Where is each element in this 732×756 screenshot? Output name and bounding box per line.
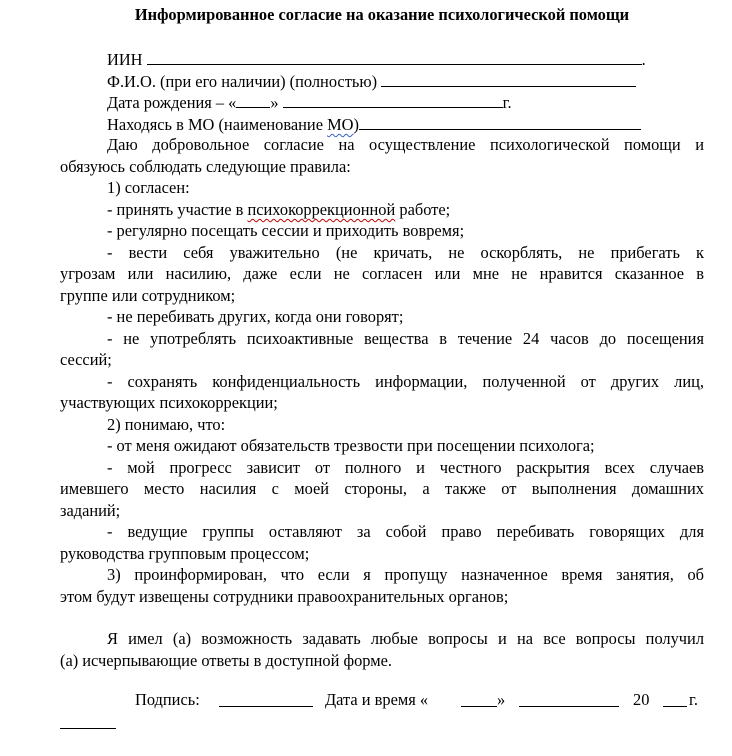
fio-label: Ф.И.О. (при его наличии) (полностью)	[107, 72, 378, 91]
iin-end: .	[641, 50, 646, 69]
section2-item2-line2: имевшего место насилия с моей стороны, а также от выполнения домашних	[60, 479, 704, 498]
closing-line2: (а) исчерпывающие ответы в доступной форме.	[60, 651, 392, 670]
section1-item1-word: психокоррекционной	[247, 200, 396, 219]
date-day-field[interactable]	[461, 689, 497, 707]
section2-item3-line1: - ведущие группы оставляют за собой право перебивать говорящих для	[107, 522, 704, 541]
iin-field[interactable]	[147, 48, 642, 65]
mo-label: Находясь в МО (наименование	[107, 115, 328, 134]
signature-field[interactable]	[219, 689, 313, 707]
date-time-label: Дата и время «	[325, 690, 429, 709]
section1-item3-line3: группе или сотрудником;	[60, 286, 236, 305]
fio-field[interactable]	[381, 70, 636, 87]
section1-item1	[107, 199, 450, 221]
section1-item3-line1: - вести себя уважительно (не кричать, не оскорблять, не прибегать к	[107, 243, 704, 262]
time-field[interactable]	[60, 711, 116, 729]
section1-item6-line2: участвующих психокоррекции;	[60, 393, 278, 412]
closing-line1: Я имел (а) возможность задавать любые вопросы и на все вопросы получил	[107, 629, 704, 648]
date-quote-close: »	[497, 690, 506, 709]
section2-heading: 2) понимаю, что:	[107, 415, 226, 434]
document-title: Информированное согласие на оказание психологической помощи	[134, 5, 630, 24]
section1-item5-line2: сессий;	[60, 350, 112, 369]
year-field[interactable]	[663, 689, 687, 707]
year-suffix: г.	[689, 690, 698, 709]
intro-line-2: обязуюсь соблюдать следующие правила:	[60, 157, 351, 176]
section1-item6-line1: - сохранять конфиденциальность информации, полученной от других лиц,	[107, 372, 704, 391]
dob-mid: »	[270, 93, 279, 112]
section1-item4: - не перебивать других, когда они говорят;	[107, 307, 404, 326]
section1-item2: - регулярно посещать сессии и приходить вовремя;	[107, 221, 465, 240]
dob-label: Дата рождения – «	[107, 93, 237, 112]
dob-row	[107, 91, 512, 114]
signature-row	[135, 689, 704, 711]
section2-item3-line2: руководства групповым процессом;	[60, 544, 310, 563]
mo-close: )	[353, 115, 359, 134]
dob-day-field[interactable]	[236, 91, 270, 108]
section1-item5-line1: - не употреблять психоактивные вещества в течение 24 часов до посещения	[107, 329, 704, 348]
mo-field[interactable]	[359, 113, 641, 130]
iin-row	[107, 48, 646, 71]
section1-item3-line2: угрозам или насилию, даже если не согласен или мне не нравится сказанное в	[60, 264, 704, 283]
dob-date-field[interactable]	[283, 91, 503, 108]
year-prefix: 20	[633, 690, 650, 709]
section1-item1-pre: - принять участие в	[107, 200, 248, 219]
section3-line1: 3) проинформирован, что если я пропущу назначенное время занятия, об	[107, 565, 704, 584]
fio-row	[107, 70, 636, 93]
mo-word: МО	[327, 115, 354, 134]
section1-item1-post: работе;	[395, 200, 451, 219]
section2-item2-line3: заданий;	[60, 501, 121, 520]
dob-end: г.	[502, 93, 512, 112]
intro-line-1: Даю добровольное согласие на осуществление психологической помощи и	[107, 135, 704, 154]
section2-item2-line1: - мой прогресс зависит от полного и честного раскрытия всех случаев	[107, 458, 704, 477]
section2-item1: - от меня ожидают обязательств трезвости при посещении психолога;	[107, 436, 595, 455]
section1-heading: 1) согласен:	[107, 178, 190, 197]
signature-label: Подпись:	[135, 690, 200, 709]
mo-row	[107, 113, 641, 136]
section3-line2: этом будут извещены сотрудники правоохранительных органов;	[60, 587, 509, 606]
date-month-field[interactable]	[519, 689, 619, 707]
iin-label: ИИН	[107, 50, 143, 69]
